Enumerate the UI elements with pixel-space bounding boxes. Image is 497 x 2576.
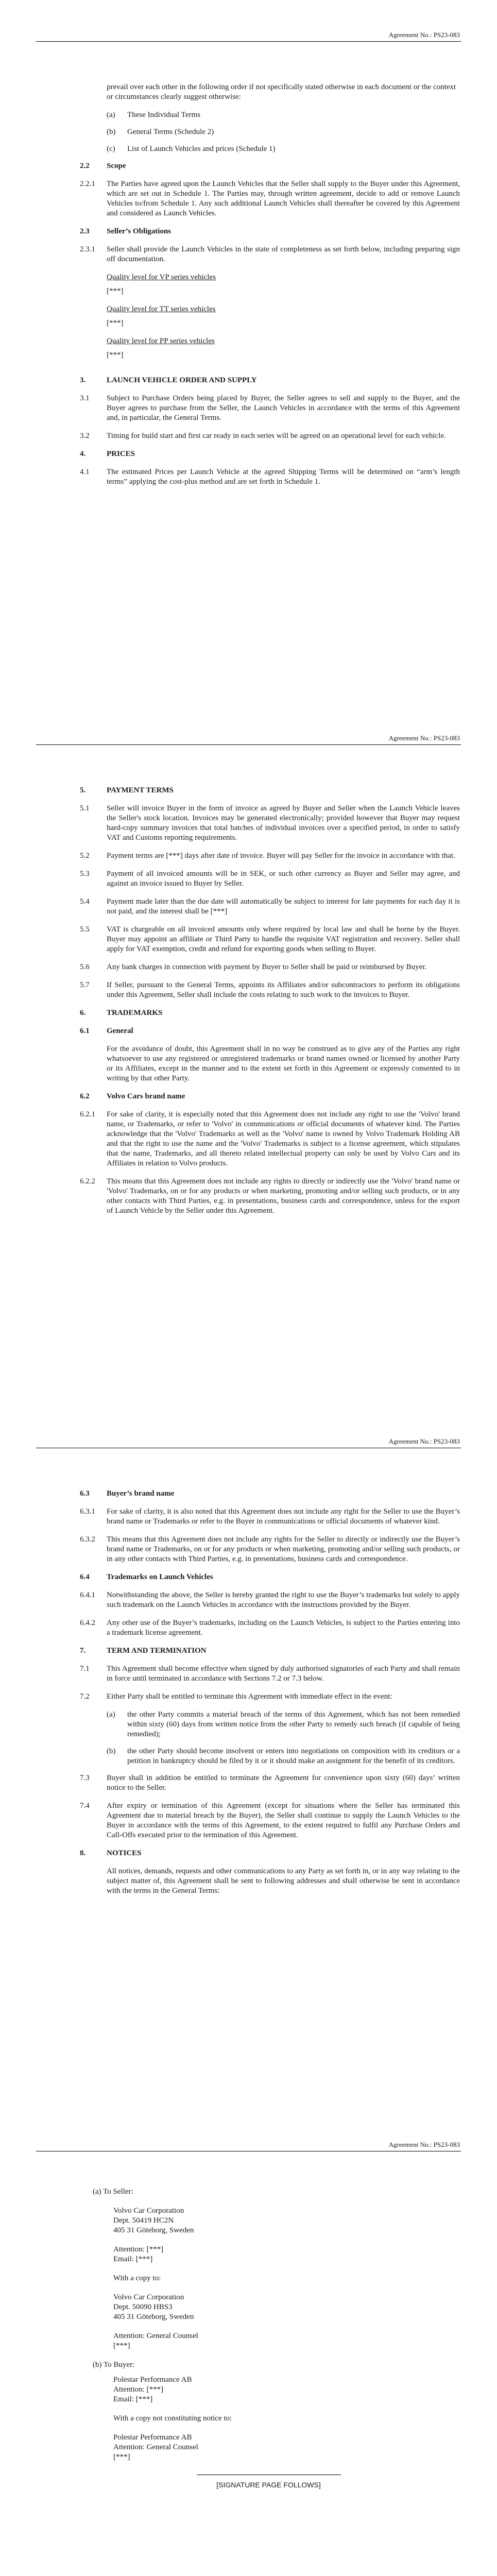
address-line: Volvo Car Corporation (113, 2293, 184, 2301)
quality-value: [***] (107, 351, 124, 359)
clause-number: 7.2 (80, 1692, 90, 1701)
header-rule (36, 41, 461, 42)
with-copy-nc-label: With a copy not constituting notice to: (113, 2414, 232, 2422)
clause-text: Notwithstanding the above, the Seller is hereby granted the right to use the Buyer’s trademarks but solely to apply such trademark on the Launch Vehicles in accordance with the instructions provided by the Buyer. (107, 1591, 460, 1609)
intro-text: prevail over each other in the following order if not specifically stated otherwise in each document or the context or circumstances clearly suggest otherwise: (107, 83, 456, 101)
clause-text: This Agreement shall become effective when signed by duly authorised signatories of each Party and shall remain in force until terminated in accordance with Sections 7.2 or 7.3 below. (107, 1665, 460, 1683)
clause-text: Payment of all invoiced amounts will be in SEK, or such other currency as Buyer and Seller may agree, and against an invoice issued to Buyer by Seller. (107, 870, 460, 888)
copy-address (113, 2293, 460, 2322)
clause-text: If Seller, pursuant to the General Terms, appoints its Affiliates and/or subcontractors to perform its obligations under this Agreement, Seller shall include the costs relating to such work to the invoices to Buyer. (107, 981, 460, 999)
clause-text: For the avoidance of doubt, this Agreement shall in no way be construed as to give any of the Parties any right whatsoever to use any registered or unregistered trademarks or brand names owned or licensed by another Party or its Affiliates, except in the manner and to the extent set forth in this Agreement or expressly consented to in writing by that other Party. (107, 1045, 460, 1082)
list-item: General Terms (Schedule 2) (127, 128, 214, 136)
section-heading: Seller’s Obligations (107, 227, 172, 235)
clause-text: VAT is chargeable on all invoiced amounts only where required by local law and shall be borne by the Buyer. Buyer may appoint an affiliate or Third Party to handle the requisite VAT registration and recovery. Seller shall apply for VAT exemption, credit and refund for exporting goods when selling to Buyer. (107, 925, 460, 953)
clause-number: 6.2.1 (80, 1110, 95, 1118)
section-heading: Scope (107, 162, 126, 170)
clause-number: 6.4.1 (80, 1591, 95, 1599)
clause-number: 2.3.1 (80, 245, 95, 253)
section-number: 6.1 (80, 1027, 90, 1035)
notice-to-buyer: (b) To Buyer: (93, 2361, 135, 2369)
buyer-address (113, 2375, 460, 2404)
section-heading: NOTICES (107, 1849, 142, 1857)
clause-text: For sake of clarity, it is especially noted that this Agreement does not include any right to use the 'Volvo' brand name, or Trademarks, or refer to 'Volvo' in communications or official documents of whatever kind. The Parties acknowledge that the 'Volvo' Trademarks as well as the 'Volvo' name is owned by Volvo Trademark Holding AB and that the right to use the name and the 'Volvo' Trademarks is subject to a license agreement, which stipulates that the name, Trademarks, and all thereto related intellectual property can only be used by Volvo Cars and its Affiliates in relation to Volvo products. (107, 1110, 460, 1167)
clause-text: For sake of clarity, it is also noted that this Agreement does not include any right for the Seller to use the Buyer’s brand name or Trademarks or refer to the Buyer in communications or official documents of whatever kind. (107, 1507, 460, 1526)
clause-number: 5.5 (80, 925, 90, 934)
address-line: [***] (113, 2342, 130, 2350)
section-number: 4. (80, 450, 86, 458)
seller-address (113, 2206, 460, 2235)
notice-to-seller: (a) To Seller: (93, 2188, 133, 2196)
clause-text: Subject to Purchase Orders being placed by Buyer, the Seller agrees to sell and supply to the Buyer, and the Buyer agrees to purchase from the Seller, the Launch Vehicles in accordance with the terms of this Agreement and, in particular, the General Terms. (107, 394, 460, 422)
with-copy-label: With a copy to: (113, 2274, 161, 2282)
page-1 (0, 0, 497, 703)
clause-number: 5.1 (80, 804, 90, 812)
address-line: Email: [***] (113, 2255, 153, 2263)
page-header: Agreement No.: PS23-083 (388, 734, 460, 742)
clause-text: This means that this Agreement does not include any rights for the Seller to directly or indirectly use the Buyer’s brand name or Trademarks, on or for any products or when marketing, promoting and/or selling such products, or in any other contacts with Third Parties, e.g. in presentations, business cards and correspondence. (107, 1535, 460, 1563)
section-number: 8. (80, 1849, 86, 1857)
section-number: 2.2 (80, 162, 90, 170)
clause-text: Seller will invoice Buyer in the form of invoice as agreed by Buyer and Seller when the Launch Vehicle leaves the Seller's stock location. Invoices may be generated electronically; provided however that Buyer may request hard-copy summary invoices that total batches of individual invoices over a specified period, in order to satisfy VAT and Customs reporting requirements. (107, 804, 460, 842)
list-item: These Individual Terms (127, 111, 200, 119)
section-number: 5. (80, 786, 86, 794)
section-heading: TERM AND TERMINATION (107, 1647, 207, 1655)
clause-number: 7.3 (80, 1774, 90, 1782)
section-number: 6.3 (80, 1489, 90, 1498)
clause-number: 3.1 (80, 394, 90, 402)
list-label: (b) (107, 128, 116, 136)
quality-value: [***] (107, 287, 124, 295)
address-line: Polestar Performance AB (113, 2433, 192, 2442)
section-number: 7. (80, 1647, 86, 1655)
address-line: Dept. 50419 HC2N (113, 2216, 174, 2225)
clause-text: Payment made later than the due date will automatically be subject to interest for late payments for each day it is not paid, and the interest shall be [***] (107, 897, 460, 916)
clause-number: 6.2.2 (80, 1177, 95, 1185)
page-2 (0, 703, 497, 1406)
address-line: 405 31 Göteborg, Sweden (113, 2313, 194, 2321)
list-label: (a) (107, 111, 115, 119)
clause-text: Payment terms are [***] days after date of invoice. Buyer will pay Seller for the invoice in accordance with that. (107, 852, 455, 860)
page-header: Agreement No.: PS23-083 (388, 2141, 460, 2148)
page-4 (0, 2110, 497, 2576)
list-item: the other Party should become insolvent or enters into negotiations on composition with its creditors or a petition in bankruptcy should be filed by it or it should make an assignment for the benefit of its creditors. (127, 1747, 460, 1765)
clause-number: 6.3.1 (80, 1507, 95, 1516)
section-heading: Volvo Cars brand name (107, 1092, 185, 1100)
clause-text: The Parties have agreed upon the Launch Vehicles that the Seller shall supply to the Buyer under this Agreement, which are set out in Schedule 1. The Parties may, through written agreement, decide to add or remove Launch Vehicles to/from Schedule 1. Any such additional Launch Vehicles shall thereafter be covered by this Agreement and considered as Launch Vehicles. (107, 180, 460, 217)
clause-number: 6.4.2 (80, 1619, 95, 1627)
clause-number: 5.3 (80, 870, 90, 878)
clause-text: All notices, demands, requests and other communications to any Party as set forth in, or in any way relating to the subject matter of, this Agreement shall be sent to following addresses and shall otherwise be sent in accordance with the terms in the General Terms: (107, 1867, 460, 1895)
clause-number: 7.4 (80, 1802, 90, 1810)
address-line: 405 31 Göteborg, Sweden (113, 2226, 194, 2234)
page-header: Agreement No.: PS23-083 (388, 31, 460, 39)
clause-number: 4.1 (80, 468, 90, 476)
section-heading: Trademarks on Launch Vehicles (107, 1573, 213, 1581)
section-heading: Buyer’s brand name (107, 1489, 175, 1498)
address-line: Attention: General Counsel (113, 2443, 198, 2451)
list-label: (b) (107, 1747, 116, 1755)
clause-text: Seller shall provide the Launch Vehicles in the state of completeness as set forth below, including preparing sign off documentation. (107, 245, 460, 263)
page-3 (0, 1406, 497, 2110)
clause-text: The estimated Prices per Launch Vehicle at the agreed Shipping Terms will be determined on “arm’s length terms” applying the cost-plus method and are set forth in Schedule 1. (107, 468, 460, 486)
clause-number: 5.6 (80, 963, 90, 971)
clause-number: 5.4 (80, 897, 90, 906)
clause-text: Buyer shall in addition be entitled to terminate the Agreement for convenience upon sixty (60) days’ written notice to the Seller. (107, 1774, 460, 1792)
nc-address (113, 2433, 460, 2462)
clause-text: Any bank charges in connection with payment by Buyer to Seller shall be paid or reimbursed by Buyer. (107, 963, 427, 971)
address-line: Attention: General Counsel (113, 2332, 198, 2340)
list-label: (a) (107, 1710, 115, 1719)
quality-value: [***] (107, 319, 124, 327)
list-item: List of Launch Vehicles and prices (Schedule 1) (127, 145, 276, 153)
clause-number: 5.2 (80, 852, 90, 860)
clause-number: 5.7 (80, 981, 90, 989)
page-header: Agreement No.: PS23-083 (388, 1437, 460, 1445)
clause-text: This means that this Agreement does not include any rights to directly or indirectly use the 'Volvo' brand name or 'Volvo' Trademarks, on or for any products or when marketing, promoting and/or selling such products, or in any other contacts with Third Parties, e.g. in presentations, business cards and correspondence, unless for the export of Launch Vehicle by the Seller under this Agreement. (107, 1177, 460, 1215)
section-number: 6.2 (80, 1092, 90, 1100)
seller-attention (113, 2245, 460, 2264)
section-number: 2.3 (80, 227, 90, 235)
quality-label-tt: Quality level for TT series vehicles (107, 305, 216, 313)
address-line: Attention: [***] (113, 2385, 164, 2394)
address-line: [***] (113, 2453, 130, 2461)
section-heading: PRICES (107, 450, 135, 458)
clause-text: Any other use of the Buyer’s trademarks, including on the Launch Vehicles, is subject to the Parties entering into a trademark license agreement. (107, 1619, 460, 1637)
clause-number: 6.3.2 (80, 1535, 95, 1544)
clause-number: 7.1 (80, 1665, 90, 1673)
signature-page-note: [SIGNATURE PAGE FOLLOWS] (216, 2481, 321, 2489)
clause-number: 3.2 (80, 432, 90, 440)
section-number: 6.4 (80, 1573, 90, 1581)
section-number: 6. (80, 1009, 86, 1017)
address-line: Dept. 50090 HBS3 (113, 2303, 173, 2311)
quality-label-pp: Quality level for PP series vehicles (107, 337, 215, 345)
address-line: Email: [***] (113, 2395, 153, 2403)
copy-attention (113, 2331, 460, 2351)
list-label: (c) (107, 145, 115, 153)
address-line: Polestar Performance AB (113, 2376, 192, 2384)
clause-text: After expiry or termination of this Agreement (except for situations where the Seller has terminated this Agreement due to material breach by the Buyer), the Seller shall continue to supply the Launch Vehicles to the Buyer in accordance with the terms of this Agreement, to the extent required to fulfil any Purchase Orders and Call-Offs executed prior to the termination of this Agreement. (107, 1802, 460, 1839)
clause-number: 2.2.1 (80, 180, 95, 188)
section-heading: LAUNCH VEHICLE ORDER AND SUPPLY (107, 376, 257, 384)
clause-text: Timing for build start and first car ready in each series will be agreed on an operational level for each vehicle. (107, 432, 446, 440)
clause-text: Either Party shall be entitled to terminate this Agreement with immediate effect in the event: (107, 1692, 392, 1701)
section-heading: General (107, 1027, 133, 1035)
address-line: Volvo Car Corporation (113, 2207, 184, 2215)
quality-label-vp: Quality level for VP series vehicles (107, 273, 216, 281)
section-heading: PAYMENT TERMS (107, 786, 174, 794)
section-heading: TRADEMARKS (107, 1009, 163, 1017)
section-number: 3. (80, 376, 86, 384)
header-rule (36, 744, 461, 745)
address-line: Attention: [***] (113, 2245, 164, 2253)
list-item: the other Party commits a material breach of the terms of this Agreement, which has not been remedied within sixty (60) days from written notice from the other Party to remedy such breach (if capable of being remedied); (127, 1710, 460, 1738)
